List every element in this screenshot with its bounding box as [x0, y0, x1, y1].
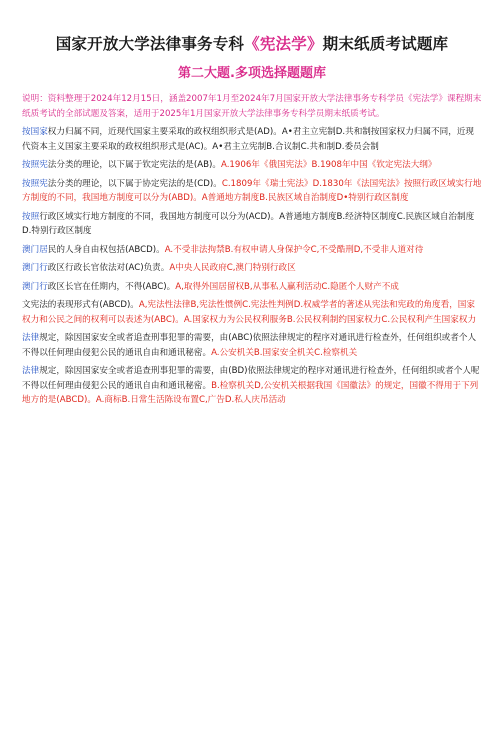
question-answer: A.公安机关B.国家安全机关C.检察机关 — [211, 347, 358, 358]
question-item — [22, 243, 482, 258]
page-title — [22, 34, 482, 54]
question-text: 法分类的理论，以下属于钦定宪法的是(AB)。 — [47, 160, 221, 170]
question-item — [22, 125, 482, 154]
question-answer: A,宪法性法律B,宪法性惯例C.宪法性判例D.权威学者的著述从宪法和宪政的角度看，国家权力和公民之间的权利可以表述为(ABC)。A.国家权力为公民权利服务B.公民权利制约国家权力C.公民权利产生国家权力 — [22, 300, 477, 325]
question-answer: A中央人民政府C,澳门特别行政区 — [169, 263, 296, 273]
question-item — [22, 298, 482, 327]
question-text: 权力归属不同，近现代国家主要采取的政权组织形式是(AD)。A•君主立宪制D.共和制按国家权力归属不同，近现代资本主义国家主要采取的政权组织形式是(AC)。A•君主立宪制B.合议制C.共和制D.委员会制 — [22, 127, 475, 152]
question-keyword: 按照 — [22, 211, 40, 222]
question-keyword: 澳门行 — [22, 281, 48, 292]
section-heading: 第二大题.多项选择题题库 — [178, 66, 326, 81]
question-text: 行政区域实行地方制度的不同，我国地方制度可以分为(ACD)。A普通地方制度B.经济特区制度C.民族区域自治制度D.特别行政区制度 — [22, 211, 475, 236]
explanation-note: 说明：资料整理于2024年12月15日，涵盖2007年1月至2024年7月国家开放大学法律事务专科学员《宪法学》课程期末纸质考试的全部试题及答案，适用于2025年1月国家开放大学法律事务专科学员期末纸质考试。 — [22, 94, 482, 119]
question-item — [22, 280, 482, 295]
question-text: 规定，除因国家安全或者追查刑事犯罪的需要，由(ABC)依照法律规定的程序对通讯进行检查外，任何组织或者个人不得以任何理由侵犯公民的通讯自由和通讯秘密。 — [22, 333, 477, 358]
question-keyword: 澳门行 — [22, 263, 48, 273]
question-answer: A.1906年《俄国宪法》B.1908年中国《钦定宪法大纲》 — [220, 160, 437, 170]
question-keyword: 按照宪 — [22, 178, 48, 189]
question-item — [22, 261, 482, 276]
question-keyword: 澳门居 — [22, 244, 48, 255]
question-item — [22, 158, 482, 173]
question-answer: A,取得外国居留权B,从事私人赢利活动C.隐匿个人财产不成 — [175, 281, 399, 292]
question-keyword: 按照宪 — [22, 160, 48, 170]
question-item — [22, 210, 482, 239]
question-answer: B.检察机关D,公安机关根据我国《国徽法》的规定，国徽不得用于下列地方的是(ABCD)。A.商标B.日常生活陈设布置C,广告D.私人庆吊活动 — [22, 380, 479, 405]
question-text: 政区行政长官依法对(AC)负责。 — [47, 263, 170, 273]
question-keyword: 法律 — [22, 333, 40, 343]
question-item — [22, 364, 482, 408]
document-page — [0, 34, 500, 741]
question-answer: A.不受非法拘禁B.有权申请人身保护令C,不受酷刑D,不受非人道对待 — [164, 244, 424, 255]
question-keyword: 按国家 — [22, 127, 48, 137]
title-prefix: 国家开放大学法律事务专科 — [55, 35, 245, 53]
title-course-name: 《宪法学》 — [244, 35, 323, 53]
question-text: 政区长官在任期内，不得(ABC)。 — [47, 281, 176, 292]
question-text: 民的人身自由权包括(ABCD)。 — [47, 244, 165, 255]
question-text: 文宪法的表现形式有(ABCD)。 — [22, 300, 139, 310]
question-answer: C.1809年《瑞士宪法》D.1830年《法国宪法》按照行政区域实行地方制度的不同，我国地方制度可以分为(ABD)。A普通地方制度B.民族区域自治制度D•特别行政区制度 — [22, 178, 482, 203]
question-keyword: 法律 — [22, 366, 40, 376]
question-item — [22, 331, 482, 360]
question-text: 法分类的理论，以下属于协定宪法的是(CD)。 — [47, 178, 222, 189]
question-item — [22, 177, 482, 206]
question-list — [22, 125, 482, 408]
question-text: 规定，除因国家安全或者追查刑事犯罪的需要，由(BD)依照法律规定的程序对通讯进行检查外，任何组织或者个人呢不得以任何理由侵犯公民的通讯自由和通讯秘密。 — [22, 366, 480, 391]
title-suffix: 期末纸质考试题库 — [322, 35, 449, 53]
